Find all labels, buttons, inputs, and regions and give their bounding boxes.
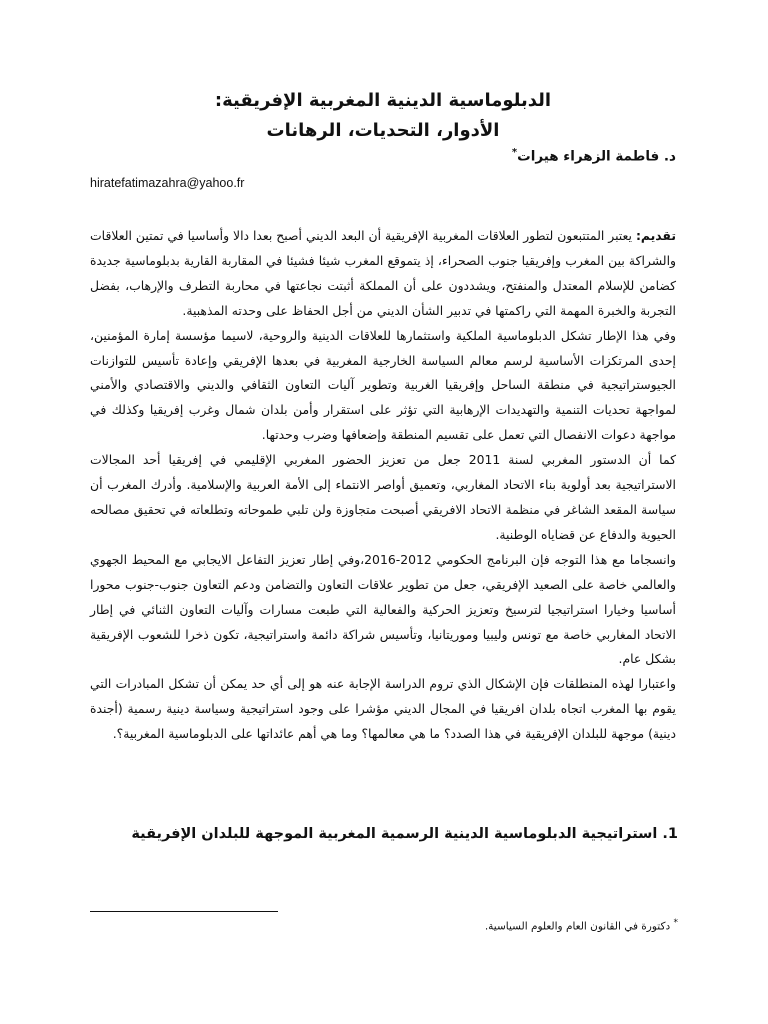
footnote (485, 918, 678, 933)
paragraph-5: واعتبارا لهذه المنطلقات فإن الإشكال الذي تروم الدراسة الإجابة عنه هو إلى أي حد يمكن أن تشكل المبادرات التي يقوم بها المغرب اتجاه بلدان افريقيا في المجال الديني مؤشرا على وجود استراتيجية وسياسة دينية رسمية (أجندة دينية) موجهة للبلدان الإفريقية في هذا الصدد؟ ما هي معالمها؟ وما هي أهم عائداتها على الدبلوماسية المغربية؟. (90, 676, 676, 742)
author-name-text: د. فاطمة الزهراء هيرات (517, 148, 676, 165)
footnote-text: دكتورة في القانون العام والعلوم السياسية. (484, 920, 671, 933)
document-title (90, 86, 676, 146)
author-email[interactable]: hiratefatimazahra@yahoo.fr (90, 176, 245, 190)
footnote-mark: * (673, 918, 678, 928)
title-line-2: الأدوار، التحديات، الرهانات (266, 120, 500, 141)
title-line-1: الدبلوماسية الدينية المغربية الإفريقية: (214, 90, 552, 111)
paragraph-4: وانسجاما مع هذا التوجه فإن البرنامج الحكومي 2012-2016،وفي إطار تعزيز التفاعل الايجابي مع المحيط الجهوي والعالمي خاصة على الصعيد الإفريقي، جعل من تطوير علاقات التعاون والتضامن ودعم التعاون جنوب-جنوب محورا أساسيا وخيارا استراتيجيا لترسيخ وتعزيز الحركية والفعالية التي طبعت مسارات وآليات التعاون الثنائي في إطار الاتحاد المغاربي خاصة مع تونس وليبيا وموريتانيا، وتأسيس شراكة دائمة واستراتيجية، تكون ذخرا للشعوب الإفريقية بشكل عام. (90, 551, 677, 667)
author-name (512, 147, 676, 165)
author-footnote-mark: * (511, 147, 518, 158)
paragraph-1-text: يعتبر المتتبعون لتطور العلاقات المغربية الإفريقية أن البعد الديني أصبح بعدا دالا وأساسيا في تمتين العلاقات والشراكة بين المغرب وإفريقيا جنوب الصحراء، إذ يتموقع المغرب شيئا فشيئا في المقاربة القارية بدبلوماسية جديدة كضامن للإسلام المعتدل والمنفتح، ويشددون على أن المملكة أثبتت نجاعتها في محاربة التطرف والإرهاب، بفضل التجربة والخبرة المهمة التي راكمتها في تدبير الشأن الديني من أجل الحفاظ على وحدته المذهبية. (90, 228, 676, 318)
paragraph-2: وفي هذا الإطار تشكل الدبلوماسية الملكية واستثمارها للعلاقات الدينية والروحية، لاسيما مؤسسة إمارة المؤمنين، إحدى المرتكزات الأساسية لرسم معالم السياسة الخارجية المغربية في بعدها الإفريقي وإعادة تأسيس للتوازنات الجيوستراتيجية في منطقة الساحل وإفريقيا الغربية وتطوير آليات التعاون الثقافي والديني والاقتصادي والأمني لمواجهة تحديات التنمية والتهديدات الإرهابية التي تؤثر على استقرار وأمن بلدان شمال وغرب إفريقيا وكذلك في مواجهة دعوات الانفصال التي تعمل على تقسيم المنطقة وإضعافها وضرب وحدتها. (90, 327, 676, 443)
intro-paragraph (90, 224, 676, 324)
body-text (90, 224, 676, 747)
footnote-divider (90, 911, 278, 912)
paragraph-3: كما أن الدستور المغربي لسنة 2011 جعل من تعزيز الحضور المغربي الإقليمي في إفريقيا أحد المجالات الاستراتيجية بعد أولوية بناء الاتحاد المغاربي، وتعميق أواصر الانتماء إلى الأمة العربية والإسلامية. وأدرك المغرب أن سياسة المقعد الشاغر في منظمة الاتحاد الافريقي أصبحت متجاوزة ولن تلبي طموحاته وتطلعاته في تحقيق مصالحه الحيوية والدفاع عن قضاياه الوطنية. (90, 452, 677, 542)
intro-label: تقديم: (635, 228, 676, 243)
section-heading: 1. استراتيجية الدبلوماسية الدينية الرسمية المغربية الموجهة للبلدان الإفريقية (131, 826, 678, 842)
